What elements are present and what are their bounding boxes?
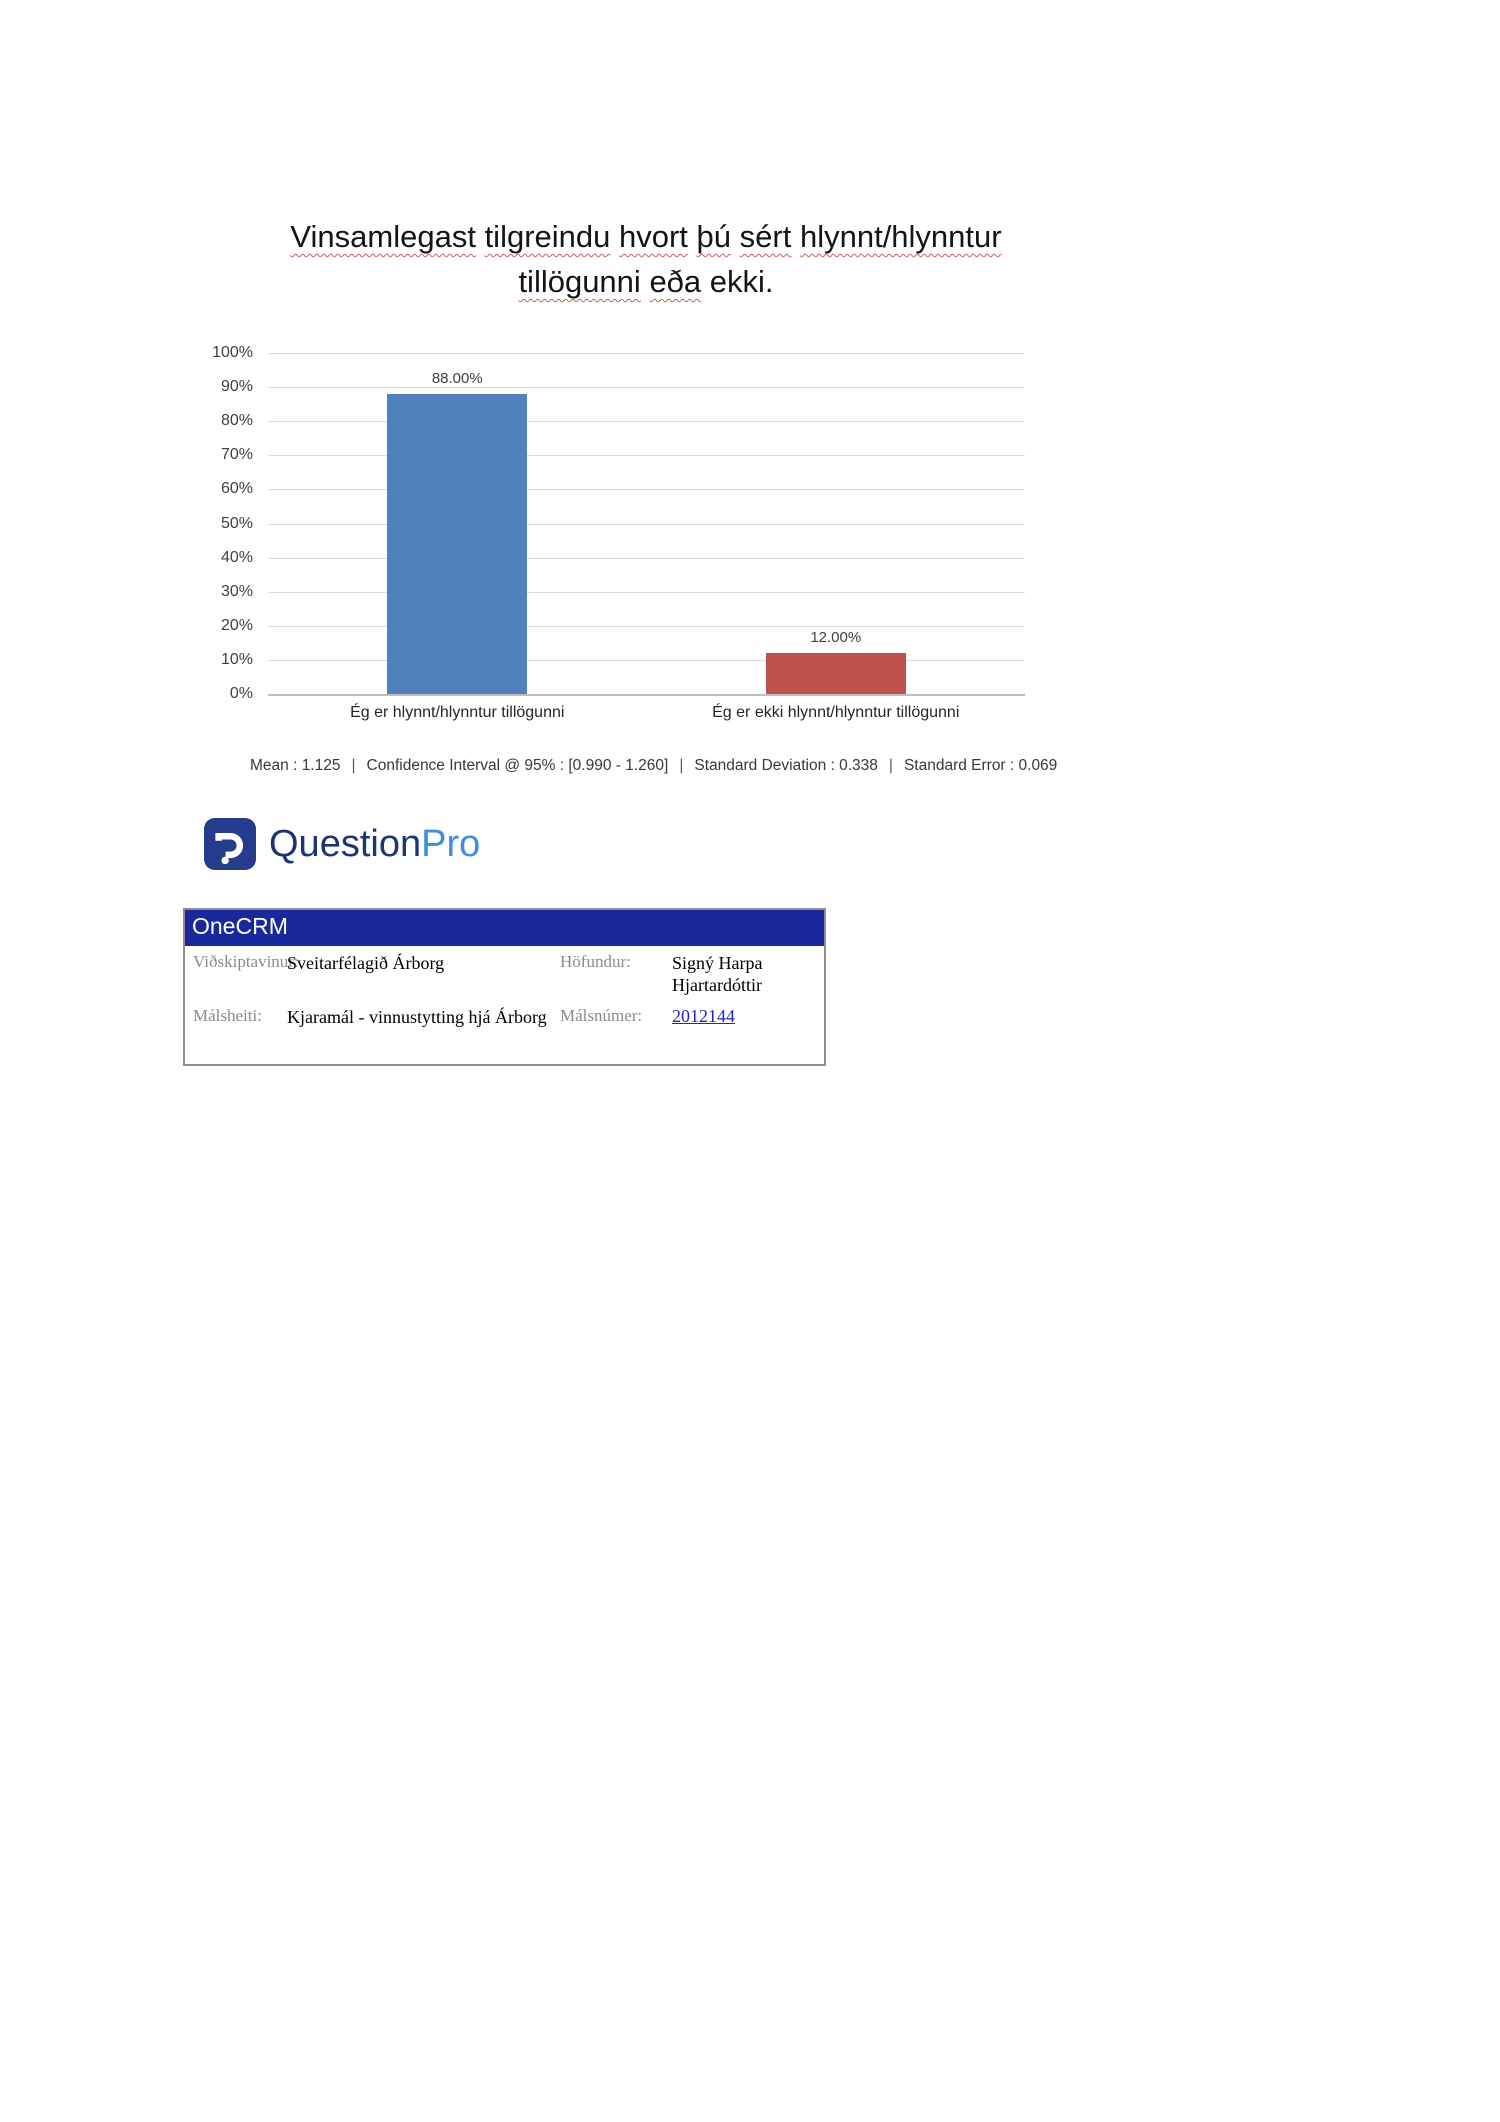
- crm-label-malsheiti: Málsheiti:: [193, 1005, 262, 1025]
- crm-label-hofundur: Höfundur:: [560, 951, 631, 971]
- y-axis-tick-label: 80%: [220, 412, 253, 430]
- crm-value-malsheiti: Kjaramál - vinnustytting hjá Árborg: [287, 1006, 547, 1027]
- x-axis-category-label: Ég er hlynnt/hlynntur tillögunni: [350, 704, 565, 721]
- gridline: [268, 626, 1025, 627]
- y-axis-tick-label: 60%: [220, 480, 253, 498]
- stat-separator: |: [351, 757, 356, 774]
- crm-case-number-link[interactable]: 2012144: [672, 1005, 735, 1026]
- y-axis-tick-label: 0%: [229, 685, 253, 702]
- title-word: þú: [696, 219, 732, 254]
- questionpro-icon: [204, 818, 256, 870]
- y-axis-tick-label: 40%: [220, 548, 253, 566]
- y-axis-tick-label: 20%: [220, 616, 253, 634]
- gridline: [268, 660, 1025, 661]
- x-axis-category-label: Ég er ekki hlynnt/hlynntur tillögunni: [712, 704, 960, 721]
- y-axis-tick-label: 50%: [220, 514, 253, 532]
- logo-text-question: Question: [269, 823, 422, 865]
- title-word: eða: [649, 264, 702, 299]
- title-word: ekki.: [709, 264, 774, 299]
- title-word: tillögunni: [518, 264, 641, 299]
- gridline: [268, 489, 1025, 490]
- chart-y-axis: [150, 344, 253, 702]
- stat-separator: |: [679, 757, 684, 774]
- y-axis-tick-label: 100%: [212, 344, 253, 361]
- gridline: [268, 353, 1025, 354]
- crm-value-hofundur: Signý Harpa Hjartardóttir: [672, 952, 763, 996]
- stat-standard-error: Standard Error : 0.069: [903, 757, 1058, 774]
- y-axis-tick-label: 10%: [220, 650, 253, 668]
- stat-standard-deviation: Standard Deviation : 0.338: [694, 757, 878, 774]
- title-line: [260, 214, 1032, 259]
- bar-value-label: 12.00%: [810, 629, 862, 647]
- title-word: hvort: [619, 219, 688, 254]
- y-axis-tick-label: 90%: [220, 378, 253, 396]
- stat-mean: Mean : 1.125: [250, 757, 341, 774]
- y-axis-tick-label: 70%: [220, 446, 253, 464]
- bar-1: [387, 394, 527, 694]
- gridline: [268, 455, 1025, 456]
- questionpro-logo: [204, 818, 480, 870]
- title-word: sért: [739, 219, 792, 254]
- y-axis-tick-label: 30%: [220, 582, 253, 600]
- questionpro-wordmark: [269, 825, 480, 863]
- bar-chart-plot-area: [268, 353, 1025, 721]
- gridline: [268, 387, 1025, 388]
- title-word: Vinsamlegast: [290, 219, 476, 254]
- onecrm-info-box: [183, 908, 826, 1066]
- crm-label-vidskiptavinur: Viðskiptavinur:: [193, 951, 299, 971]
- gridline: [268, 558, 1025, 559]
- gridline: [268, 421, 1025, 422]
- chart-statistics-line: [250, 757, 1058, 775]
- gridline: [268, 592, 1025, 593]
- title-word: hlynnt/hlynntur: [799, 219, 1002, 254]
- gridline: [268, 524, 1025, 525]
- survey-question-title: [260, 214, 1032, 304]
- stat-separator: |: [888, 757, 893, 774]
- crm-value-vidskiptavinur: Sveitarfélagið Árborg: [287, 952, 445, 973]
- onecrm-header: OneCRM: [185, 910, 824, 946]
- bar-value-label: 88.00%: [431, 369, 483, 387]
- logo-text-pro: Pro: [421, 823, 481, 865]
- title-word: tilgreindu: [484, 219, 611, 254]
- bar-2: [766, 653, 906, 694]
- title-line: [260, 259, 1032, 304]
- stat-confidence-interval: Confidence Interval @ 95% : [0.990 - 1.260]: [366, 757, 669, 774]
- crm-label-malsnumer: Málsnúmer:: [560, 1005, 643, 1025]
